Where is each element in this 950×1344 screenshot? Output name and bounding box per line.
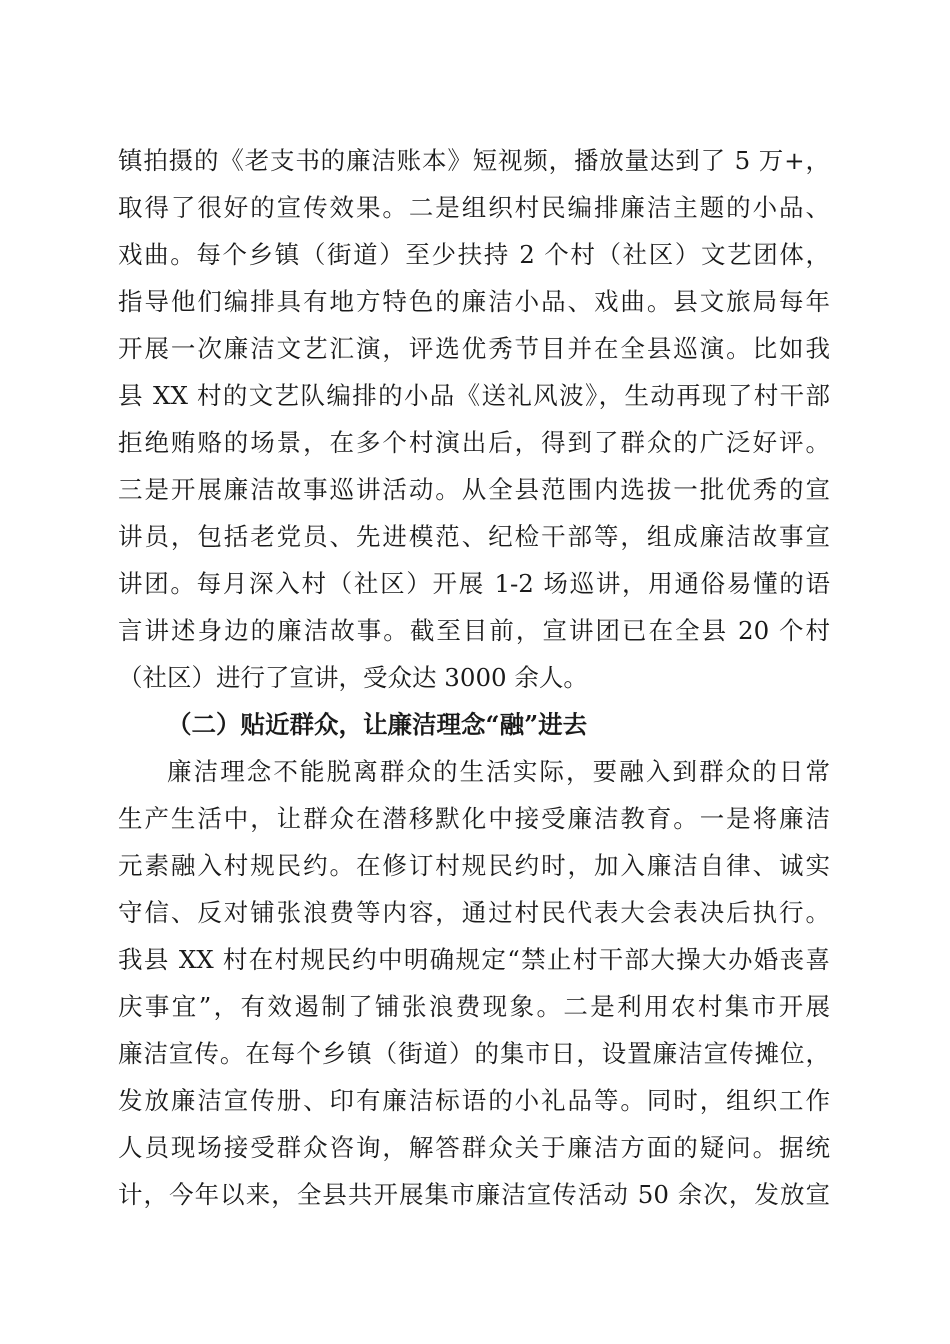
paragraph-line: 我县 XX 村在村规民约中明确规定“禁止村干部大操大办婚丧喜 (118, 945, 830, 974)
paragraph-line: 县 XX 村的文艺队编排的小品《送礼风波》，生动再现了村干部 (118, 381, 830, 410)
paragraph-line: 廉洁理念不能脱离群众的生活实际，要融入到群众的日常 (167, 757, 830, 786)
paragraph-line: （社区）进行了宣讲，受众达 3000 余人。 (118, 663, 588, 692)
paragraph-line: 计，今年以来，全县共开展集市廉洁宣传活动 50 余次，发放宣 (118, 1180, 830, 1209)
paragraph-line: 三是开展廉洁故事巡讲活动。从全县范围内选拔一批优秀的宣 (118, 475, 830, 504)
document-body (118, 137, 830, 1218)
paragraph-line: 讲员，包括老党员、先进模范、纪检干部等，组成廉洁故事宣 (118, 522, 830, 551)
paragraph-line: 指导他们编排具有地方特色的廉洁小品、戏曲。县文旅局每年 (118, 287, 830, 316)
paragraph-line: 元素融入村规民约。在修订村规民约时，加入廉洁自律、诚实 (118, 851, 830, 880)
paragraph-line: 戏曲。每个乡镇（街道）至少扶持 2 个村（社区）文艺团体， (118, 240, 830, 269)
paragraph-line: 拒绝贿赂的场景，在多个村演出后，得到了群众的广泛好评。 (118, 428, 830, 457)
paragraph-line: 取得了很好的宣传效果。二是组织村民编排廉洁主题的小品、 (118, 193, 830, 222)
paragraph-line: 发放廉洁宣传册、印有廉洁标语的小礼品等。同时，组织工作 (118, 1086, 830, 1115)
paragraph-line: 庆事宜”，有效遏制了铺张浪费现象。二是利用农村集市开展 (118, 992, 830, 1021)
paragraph-line: 人员现场接受群众咨询，解答群众关于廉洁方面的疑问。据统 (118, 1133, 830, 1162)
paragraph-line: 廉洁宣传。在每个乡镇（街道）的集市日，设置廉洁宣传摊位， (118, 1039, 830, 1068)
paragraph-line: 开展一次廉洁文艺汇演，评选优秀节目并在全县巡演。比如我 (118, 334, 830, 363)
paragraph-line: 镇拍摄的《老支书的廉洁账本》短视频，播放量达到了 5 万+， (118, 146, 830, 175)
paragraph-line: 言讲述身边的廉洁故事。截至目前，宣讲团已在全县 20 个村 (118, 616, 830, 645)
paragraph-line: 守信、反对铺张浪费等内容，通过村民代表大会表决后执行。 (118, 898, 830, 927)
section-heading: （二）贴近群众，让廉洁理念“融”进去 (167, 710, 588, 739)
paragraph-line: 讲团。每月深入村（社区）开展 1-2 场巡讲，用通俗易懂的语 (118, 569, 830, 598)
paragraph-line: 生产生活中，让群众在潜移默化中接受廉洁教育。一是将廉洁 (118, 804, 830, 833)
